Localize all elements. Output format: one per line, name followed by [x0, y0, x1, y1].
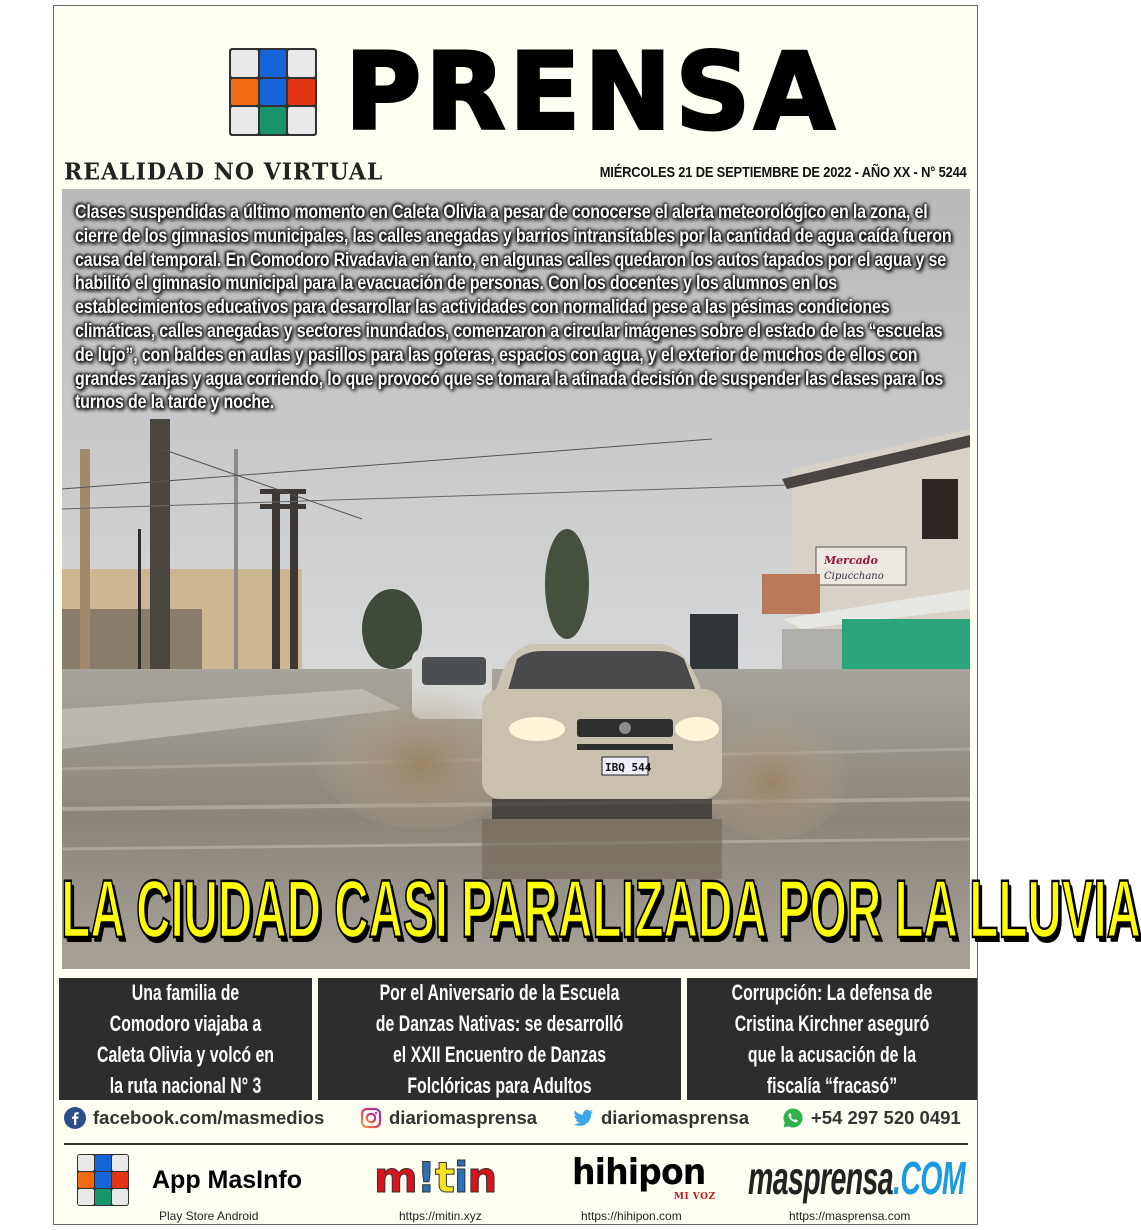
cube-tile	[231, 79, 258, 106]
hihipon-logo[interactable]: hihipon	[572, 1152, 706, 1193]
secondary-stories	[59, 978, 975, 1100]
mitin-logo-exclaim: !	[416, 1153, 435, 1202]
cube-tile	[260, 107, 287, 134]
cube-tile	[260, 79, 287, 106]
mitin-url[interactable]: https://mitin.xyz	[399, 1209, 482, 1223]
footer	[54, 1146, 979, 1226]
cube-tile	[112, 1155, 128, 1171]
story-text: Corrupción: La defensa de Cristina Kirchner aseguró que la acusación de la fiscalía “fracasó”	[731, 980, 933, 1098]
lead-paragraph: Clases suspendidas a último momento en Caleta Olivia a pesar de conocerse el alerta meteorológico en la zona, el cierre de los gimnasios municipales, las calles anegadas y barrios intransitables por la cantidad de agua caída fueron causa del temporal. En Comodoro Rivadavia en tanto, en algunas calles quedaron los autos tapados por el agua y se habilitó el gimnasio municipal para la evacuación de personas. Con los docentes y los alumnos en los establecimientos educativos para desarrollar las actividades con normalidad pese a las pésimas condiciones climáticas, calles anegadas y sectores inundados, comenzaron a circular imágenes sobre el estado de las “escuelas de lujo”, con baldes en aulas y pasillos para las goteras, espacios con agua, y el exterior de muchos de ellos con grandes zanjas y agua corriendo, lo que provocó que se tomara la atinada decisión de suspender las clases para los turnos de la tarde y noche.	[75, 201, 952, 414]
masprensa-logo[interactable]	[748, 1151, 965, 1205]
whatsapp-link[interactable]	[782, 1107, 961, 1129]
mitin-logo-m: m	[374, 1153, 417, 1202]
cube-tile	[78, 1189, 94, 1205]
cube-tile	[112, 1189, 128, 1205]
twitter-link[interactable]	[572, 1107, 749, 1129]
cube-tile	[95, 1189, 111, 1205]
story-card[interactable]	[59, 978, 312, 1100]
masthead-title: PRENSA	[345, 29, 839, 155]
masprensa-logo-name: masprensa	[748, 1152, 894, 1204]
app-subtitle: Play Store Android	[159, 1209, 259, 1223]
rubiks-cube-icon	[229, 48, 317, 136]
twitter-label: diariomasprensa	[601, 1107, 750, 1128]
cube-tile	[78, 1155, 94, 1171]
car-main	[482, 644, 722, 819]
facebook-link[interactable]	[64, 1107, 324, 1129]
story-card[interactable]	[687, 978, 977, 1100]
main-headline[interactable]: LA CIUDAD CASI PARALIZADA POR LA LLUVIA	[61, 864, 1141, 955]
tagline: REALIDAD NO VIRTUAL	[64, 158, 384, 186]
masprensa-logo-domain: .COM	[893, 1152, 966, 1204]
app-title[interactable]: App MasInfo	[152, 1166, 302, 1194]
hihipon-url[interactable]: https://hihipon.com	[581, 1209, 682, 1223]
story-text: Por el Aniversario de la Escuela de Danzas Nativas: se desarrolló el XXII Encuentro de Danzas Folclóricas para Adultos	[375, 980, 624, 1098]
masthead	[229, 29, 839, 155]
cube-tile	[288, 50, 315, 77]
whatsapp-icon	[782, 1107, 804, 1129]
whatsapp-label: +54 297 520 0491	[811, 1107, 961, 1128]
svg-text:IBQ 544: IBQ 544	[605, 761, 652, 774]
mitin-logo-i: i	[454, 1153, 468, 1202]
instagram-link[interactable]	[360, 1107, 537, 1129]
instagram-icon	[360, 1107, 382, 1129]
hihipon-tag: MI VOZ	[674, 1192, 716, 1202]
cube-tile	[231, 50, 258, 77]
instagram-label: diariomasprensa	[389, 1107, 538, 1128]
twitter-icon	[572, 1107, 594, 1129]
newspaper-front-page	[53, 5, 1141, 1225]
mitin-logo[interactable]	[374, 1153, 496, 1202]
hero-photo	[61, 189, 1141, 969]
cube-tile	[95, 1172, 111, 1188]
mitin-logo-n: n	[467, 1153, 497, 1202]
cube-tile	[78, 1172, 94, 1188]
dateline: MIÉRCOLES 21 DE SEPTIEMBRE DE 2022 - AÑO XX - N° 5244	[600, 164, 967, 181]
svg-text:Cipucchano: Cipucchano	[824, 571, 884, 582]
facebook-label: facebook.com/masmedios	[93, 1107, 325, 1128]
cube-tile	[288, 79, 315, 106]
cube-tile	[95, 1155, 111, 1171]
cube-tile	[112, 1172, 128, 1188]
footer-divider	[64, 1143, 968, 1145]
cube-tile	[288, 107, 315, 134]
svg-text:Mercado: Mercado	[824, 554, 878, 567]
facebook-icon	[64, 1107, 86, 1129]
story-card[interactable]	[318, 978, 681, 1100]
story-text: Una familia de Comodoro viajaba a Caleta Olivia y volcó en la ruta nacional N° 3	[97, 980, 274, 1098]
app-logo-icon[interactable]	[77, 1154, 129, 1206]
masprensa-url[interactable]: https://masprensa.com	[789, 1209, 911, 1223]
cube-tile	[260, 50, 287, 77]
social-links	[62, 1103, 970, 1137]
mitin-logo-t: t	[434, 1153, 454, 1202]
cube-tile	[231, 107, 258, 134]
